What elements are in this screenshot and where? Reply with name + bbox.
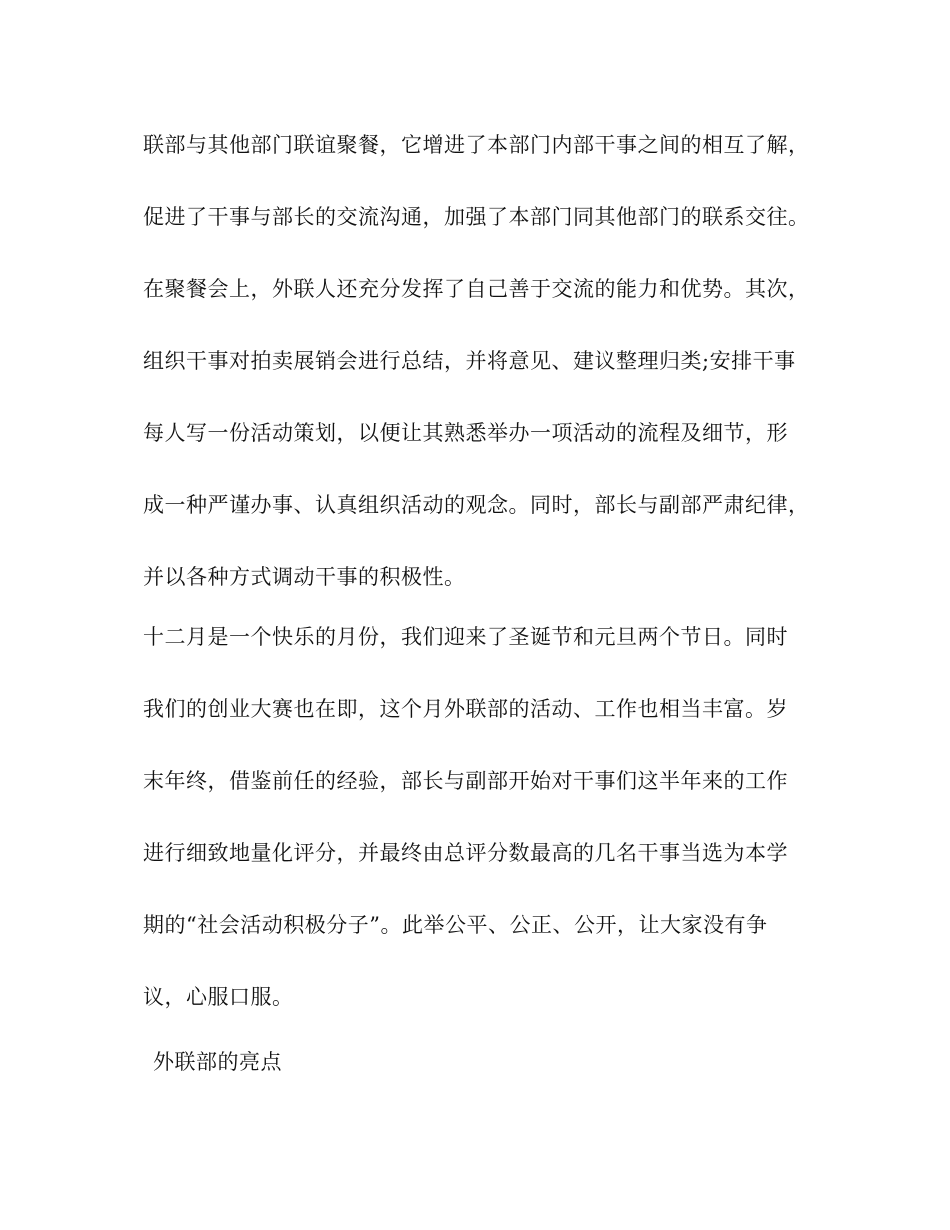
text-line: 末年终，借鉴前任的经验，部长与副部开始对干事们这半年来的工作: [143, 769, 788, 793]
text-line: 联部与其他部门联谊聚餐，它增进了本部门内部干事之间的相互了解，: [143, 133, 810, 157]
text-line: 十二月是一个快乐的月份，我们迎来了圣诞节和元旦两个节日。同时: [143, 625, 788, 649]
text-line: 议，心服口服。: [143, 985, 294, 1009]
text-line: 促进了干事与部长的交流沟通，加强了本部门同其他部门的联系交往。: [143, 205, 810, 229]
text-line: 我们的创业大赛也在即，这个月外联部的活动、工作也相当丰富。岁: [143, 697, 788, 721]
text-line: 成一种严谨办事、认真组织活动的观念。同时，部长与副部严肃纪律，: [143, 493, 810, 517]
text-line: 组织干事对拍卖展销会进行总结，并将意见、建议整理归类;安排干事: [143, 349, 796, 373]
section-heading: 外联部的亮点: [153, 1050, 282, 1074]
text-line: 每人写一份活动策划，以便让其熟悉举办一项活动的流程及细节，形: [143, 421, 788, 445]
text-line: 并以各种方式调动干事的积极性。: [143, 565, 466, 589]
text-line: 在聚餐会上，外联人还充分发挥了自己善于交流的能力和优势。其次，: [143, 277, 810, 301]
text-line: 期的“社会活动积极分子”。此举公平、公正、公开，让大家没有争: [143, 913, 768, 937]
text-line: 进行细致地量化评分，并最终由总评分数最高的几名干事当选为本学: [143, 841, 788, 865]
